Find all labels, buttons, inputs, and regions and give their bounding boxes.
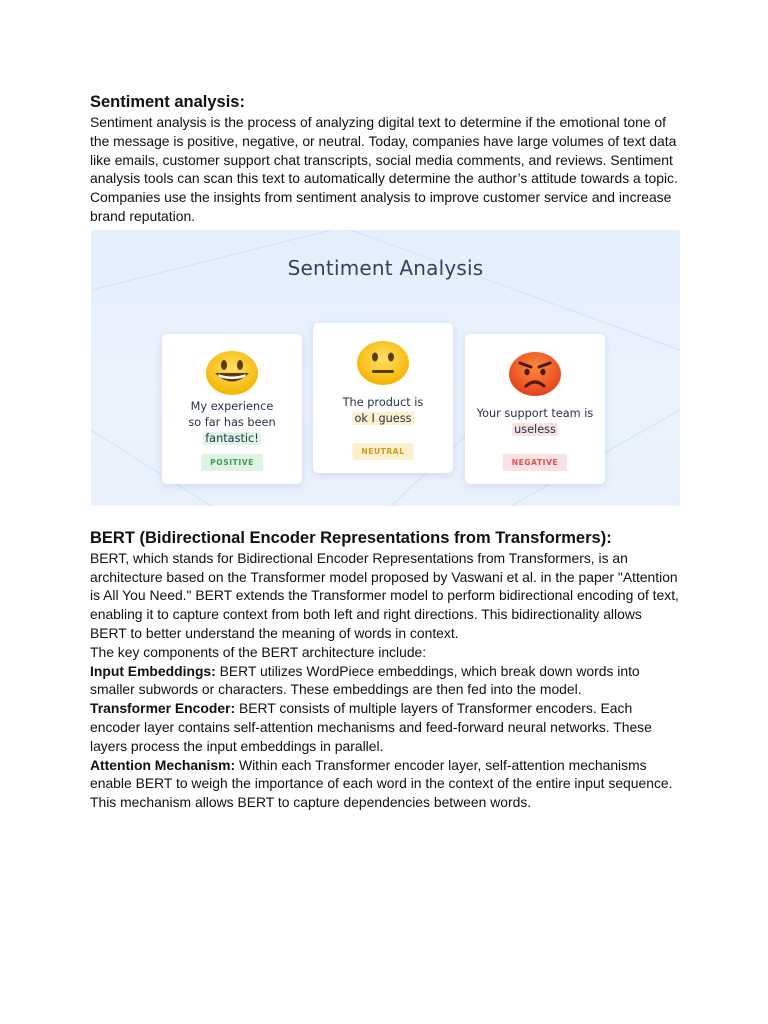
bert-heading: BERT (Bidirectional Encoder Representations from Transformers): (90, 528, 612, 547)
positive-card (162, 334, 302, 484)
negative-highlight: useless (514, 422, 556, 436)
positive-highlight: fantastic! (205, 431, 259, 445)
positive-text-line1: My experience (190, 399, 274, 413)
figure-title: Sentiment Analysis (287, 255, 484, 280)
component-term: Input Embeddings: (90, 662, 216, 679)
component-input-embeddings (90, 662, 682, 700)
bert-paragraph: BERT, which stands for Bidirectional Encoder Representations from Transformers, is an architecture based on the Transformer model proposed by Vaswani et al. in the paper "Attention is All You Need." BERT extends the Transformer model to perform bidirectional encoding of text, enabling it to capture context from both left and right directions. This bidirectionality allows BERT to better understand the meaning of words in context. (90, 549, 679, 641)
neutral-face-icon (357, 340, 409, 386)
sentiment-analysis-figure (91, 230, 680, 506)
negative-badge: NEGATIVE (503, 454, 567, 471)
neutral-highlight: ok I guess (354, 411, 412, 425)
neutral-card (313, 323, 453, 473)
angry-face-icon (509, 351, 561, 397)
negative-text-line1: Your support team is (476, 406, 594, 420)
component-description: Within each Transformer encoder layer, self-attention mechanisms enable BERT to weigh the importance of each word in the context of the entire input sequence. This mechanism allows BERT to capture dependencies between words. (90, 756, 673, 811)
components-intro: The key components of the BERT architecture include: (90, 643, 427, 660)
neutral-badge: NEUTRAL (352, 443, 413, 460)
positive-badge: POSITIVE (201, 454, 263, 471)
negative-card (465, 334, 605, 484)
component-term: Attention Mechanism: (90, 756, 236, 773)
component-term: Transformer Encoder: (90, 700, 236, 717)
component-transformer-encoder (90, 699, 682, 755)
neutral-text-line1: The product is (342, 395, 424, 409)
sentiment-heading: Sentiment analysis: (90, 93, 245, 111)
sentiment-paragraph: Sentiment analysis is the process of analyzing digital text to determine if the emotional tone of the message is positive, negative, or neutral. Today, companies have large volumes of text data like emails, customer support chat transcripts, social media comments, and reviews. Sentiment analysis tools can scan this text to automatically determine the author’s attitude towards a topic. Companies use the insights from sentiment analysis to improve customer service and increase brand reputation. (90, 114, 678, 224)
component-attention-mechanism (90, 756, 682, 812)
grinning-face-icon (206, 350, 258, 396)
component-description: BERT utilizes WordPiece embeddings, which break down words into smaller subwords or characters. These embeddings are then fed into the model. (90, 662, 640, 698)
positive-text-line2: so far has been (188, 415, 276, 429)
document-content (90, 92, 682, 812)
component-description: BERT consists of multiple layers of Transformer encoders. Each encoder layer contains self-attention mechanisms and feed-forward neural networks. These layers process the input embeddings in parallel. (90, 700, 652, 754)
